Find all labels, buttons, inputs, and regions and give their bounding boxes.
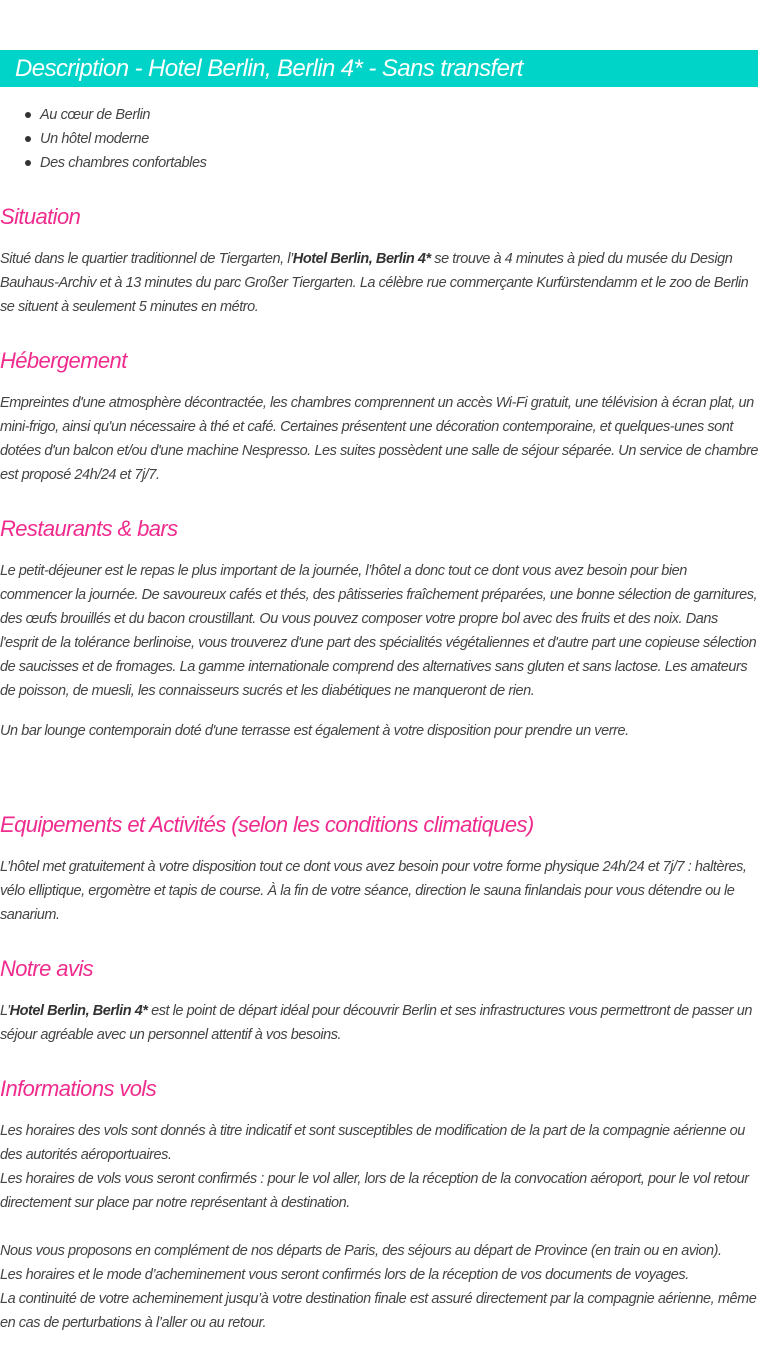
section-title-situation: Situation	[0, 204, 81, 229]
highlight-item: Des chambres confortables	[0, 151, 207, 175]
section-title-equipements: Equipements et Activités (selon les conditions climatiques)	[0, 812, 534, 837]
avis-text: L’Hotel Berlin, Berlin 4* est le point de départ idéal pour découvrir Berlin et ses infrastructures vous permettront de passer un séjour agréable avec un personnel attentif à vos besoins.	[0, 1003, 752, 1043]
bullet-icon	[25, 160, 31, 166]
section-title-vols: Informations vols	[0, 1076, 157, 1101]
section-title-restaurants: Restaurants & bars	[0, 516, 178, 541]
vols-text-a: Les horaires des vols sont donnés à titre indicatif et sont susceptibles de modification de la part de la compagnie aérienne ou des autorités aéroportuaires. Les horaires de vols vous seront confirmés : pour le vol aller, lors de la réception de la convocation aéroport, pour le vol retour directement sur place par notre représentant à destination.	[0, 1123, 749, 1211]
restaurants-text: Le petit-déjeuner est le repas le plus important de la journée, l’hôtel a donc tout ce dont vous avez besoin pour bien commencer la journée. De savoureux cafés et thés, des pâtisseries fraîchement préparées, une bonne sélection de garnitures, des œufs brouillés et du bacon croustillant. Ou vous pouvez composer votre propre bol avec des fruits et des noix. Dans l'esprit de la tolérance berlinoise, vous trouverez d'une part des spécialités végétaliennes et d'autre part une copieuse sélection de saucisses et de fromages. La gamme internationale comprend des alternatives sans gluten et sans lactose. Les amateurs de poisson, de muesli, les connaisseurs sucrés et les diabétiques ne manqueront de rien.	[0, 563, 758, 699]
hotel-name: Hotel Berlin, Berlin 4*	[9, 1003, 148, 1019]
highlight-item: Un hôtel moderne	[0, 127, 207, 151]
description-title-bar	[0, 50, 758, 87]
bar-text: Un bar lounge contemporain doté d'une terrasse est également à votre disposition pour prendre un verre.	[0, 723, 629, 739]
hebergement-text: Empreintes d'une atmosphère décontractée, les chambres comprennent un accès Wi-Fi gratuit, une télévision à écran plat, un mini-frigo, ainsi qu'un nécessaire à thé et café. Certaines présentent une décoration contemporaine, et quelques-unes sont dotées d'un balcon et/ou d'une machine Nespresso. Les suites possèdent une salle de séjour séparée. Un service de chambre est proposé 24h/24 et 7j/7.	[0, 395, 758, 483]
highlights-list	[0, 103, 207, 175]
hotel-name: Hotel Berlin, Berlin 4*	[292, 251, 431, 267]
vols-text-b: Nous vous proposons en complément de nos départs de Paris, des séjours au départ de Province (en train ou en avion). Les horaires et le mode d’acheminement vous seront confirmés lors de la réception de vos documents de voyages. La continuité de votre acheminement jusqu’à votre destination finale est assuré directement par la compagnie aérienne, même en cas de perturbations à l’aller ou au retour.	[0, 1243, 757, 1331]
bullet-icon	[25, 112, 31, 118]
highlight-item: Au cœur de Berlin	[0, 103, 207, 127]
page-title: Description - Hotel Berlin, Berlin 4* - Sans transfert	[15, 54, 523, 82]
section-title-avis: Notre avis	[0, 956, 94, 981]
situation-text: Situé dans le quartier traditionnel de Tiergarten, l’Hotel Berlin, Berlin 4* se trouve à 4 minutes à pied du musée du Design Bauhaus-Archiv et à 13 minutes du parc Großer Tiergarten. La célèbre rue commerçante Kurfürstendamm et le zoo de Berlin se situent à seulement 5 minutes en métro.	[0, 251, 749, 315]
bullet-icon	[25, 136, 31, 142]
equipements-text: L’hôtel met gratuitement à votre disposition tout ce dont vous avez besoin pour votre forme physique 24h/24 et 7j/7 : haltères, vélo elliptique, ergomètre et tapis de course. À la fin de votre séance, direction le sauna finlandais pour vous détendre ou le sanarium.	[0, 859, 747, 923]
section-title-hebergement: Hébergement	[0, 348, 127, 373]
